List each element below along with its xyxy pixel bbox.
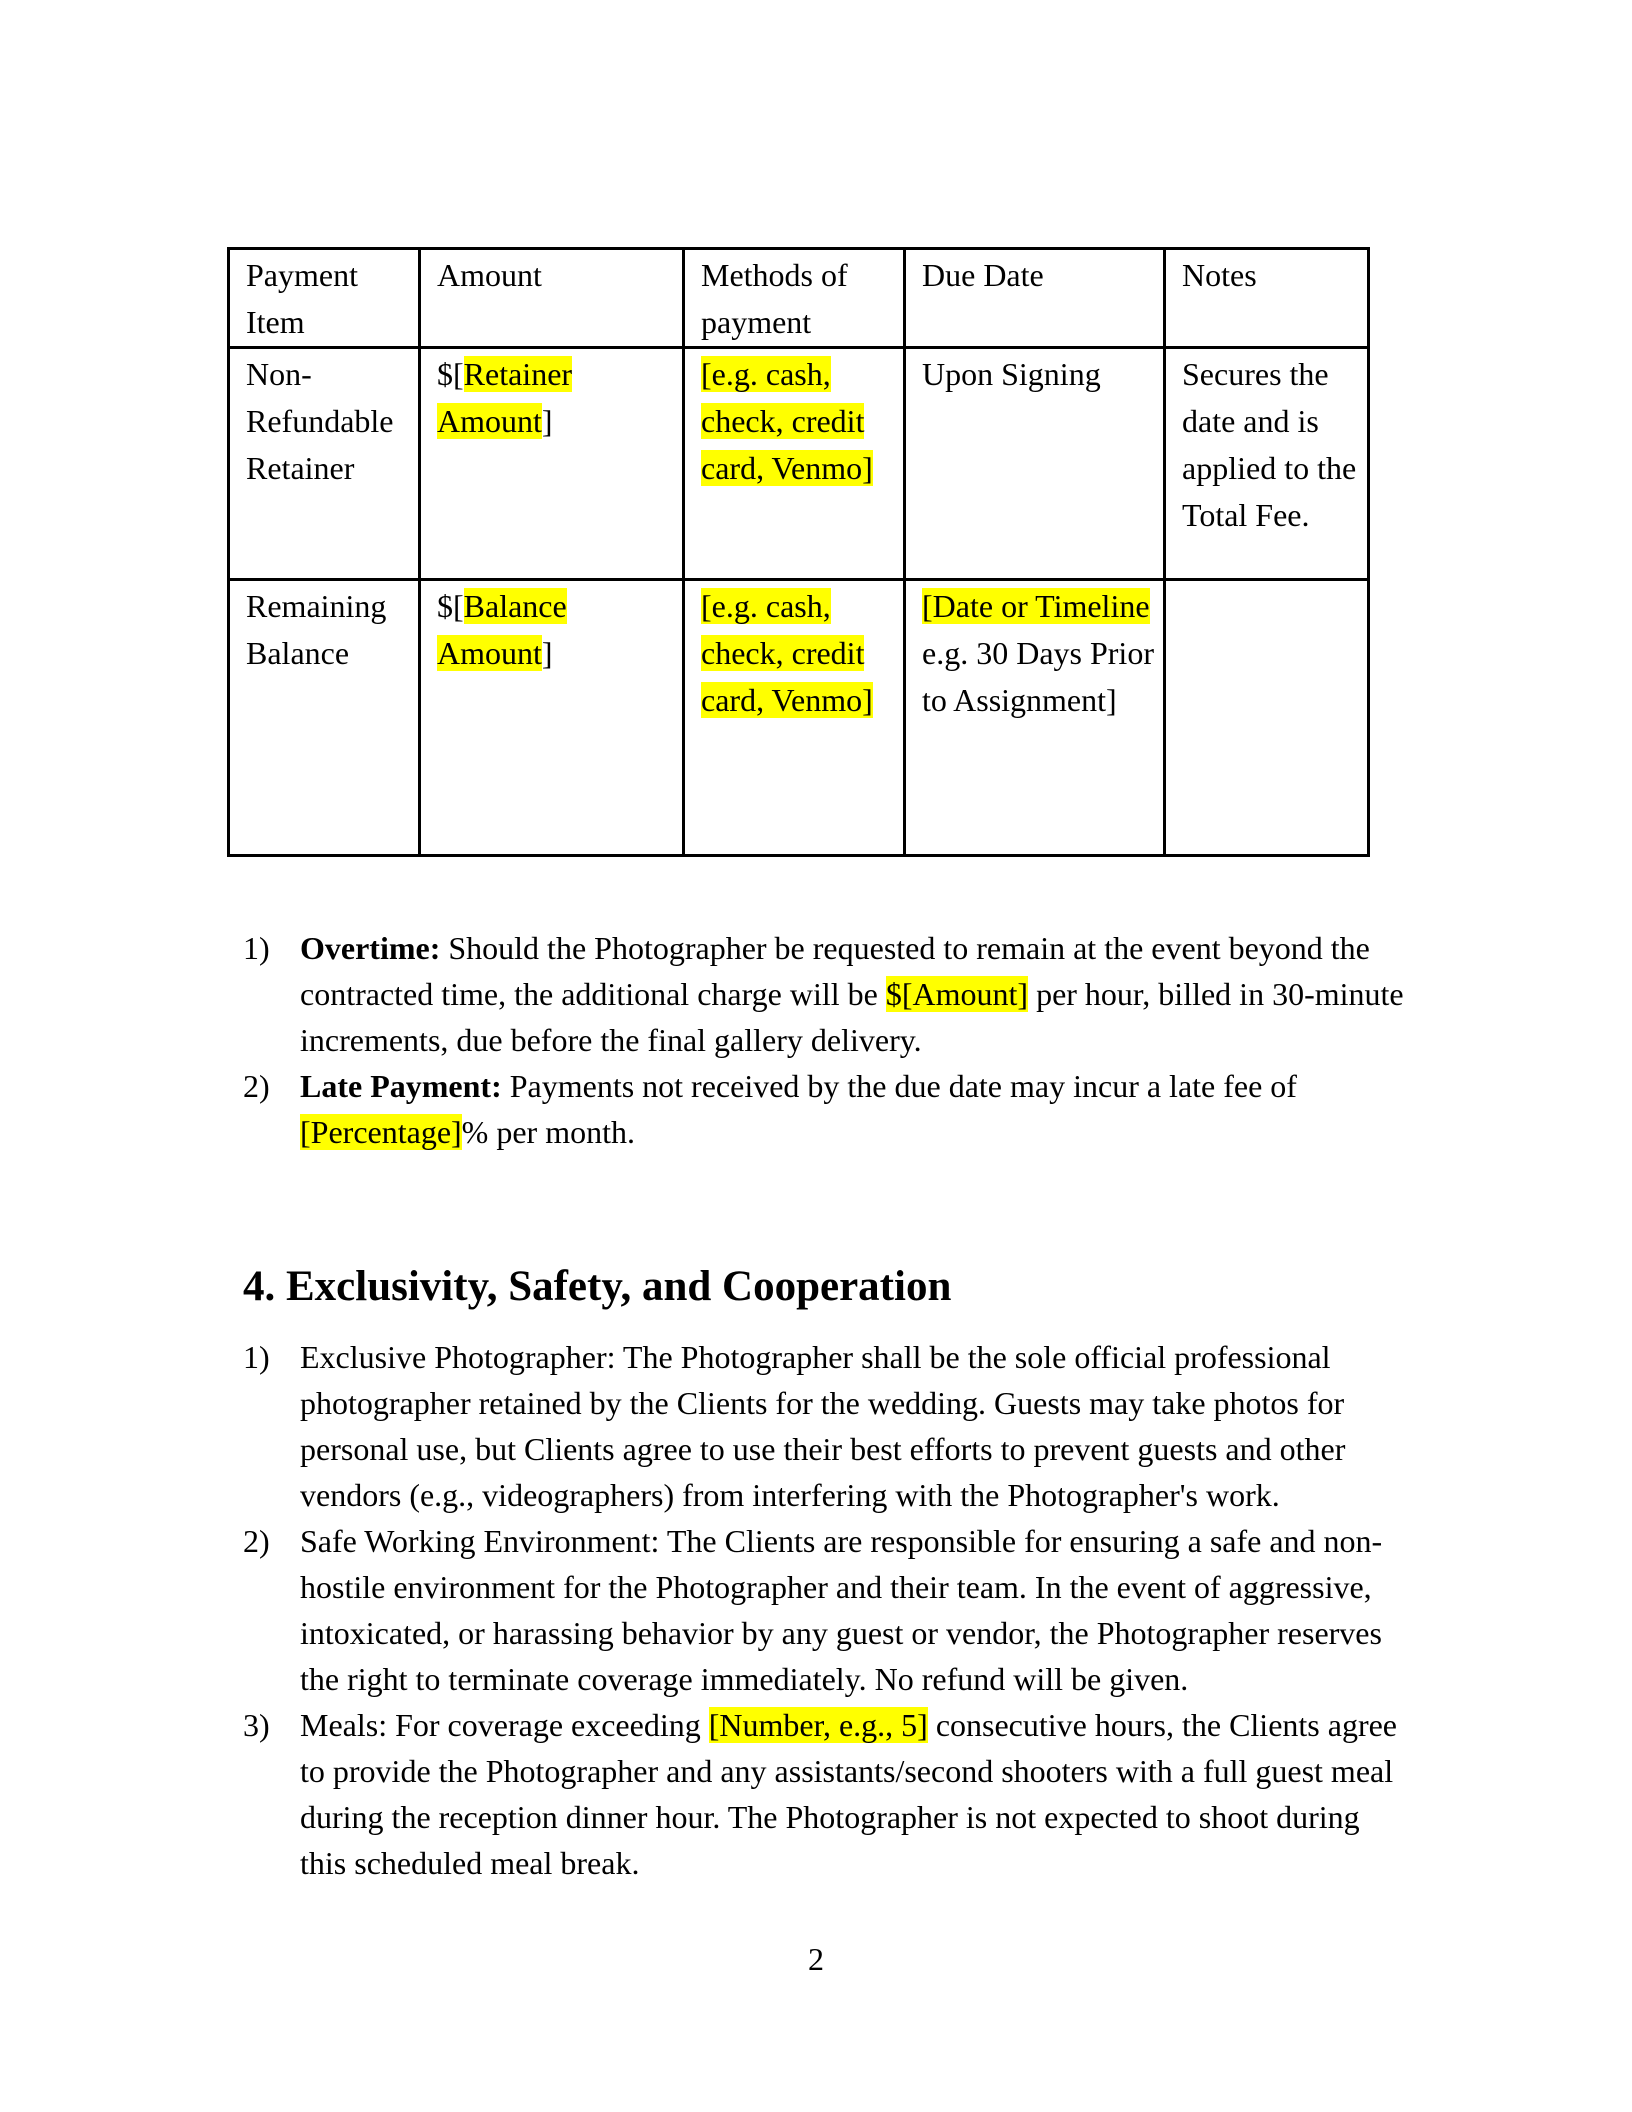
list-number: 3)	[243, 1707, 270, 1743]
cell-methods	[684, 348, 905, 580]
list-item-overtime	[243, 925, 1408, 1063]
highlight-meals-hours: [Number, e.g., 5]	[708, 1707, 928, 1743]
list-item-late-payment	[243, 1063, 1408, 1155]
highlight-retainer-amount: Retainer Amount	[437, 356, 573, 439]
payment-schedule-table	[227, 247, 1370, 857]
list-number: 2)	[243, 1523, 270, 1559]
header-payment-item: Payment Item	[229, 249, 420, 348]
cell-payment-item: Non-Refundable Retainer	[229, 348, 420, 580]
table-row	[229, 348, 1369, 580]
highlight-payment-methods: [e.g. cash, check, credit card, Venmo]	[701, 356, 873, 486]
list-item-meals	[243, 1702, 1408, 1886]
header-due-date: Due Date	[905, 249, 1165, 348]
cell-amount: $[Balance Amount]	[420, 580, 684, 856]
cell-due-date: Upon Signing	[905, 348, 1165, 580]
header-methods: Methods of payment	[684, 249, 905, 348]
header-amount: Amount	[420, 249, 684, 348]
list-number: 1)	[243, 1339, 270, 1375]
list-item-text: Late Payment: Payments not received by the due date may incur a late fee of [Percentage]% per month.	[300, 1068, 1297, 1150]
header-notes: Notes	[1165, 249, 1369, 348]
cell-due-date: [Date or Timeline e.g. 30 Days Prior to Assignment]	[905, 580, 1165, 856]
highlight-balance-amount: Balance Amount	[437, 588, 567, 671]
list-item-text: Meals: For coverage exceeding [Number, e.g., 5] consecutive hours, the Clients agree to provide the Photographer and any assistants/second shooters with a full guest meal during the reception dinner hour. The Photographer is not expected to shoot during this scheduled meal break.	[300, 1707, 1397, 1881]
cell-methods	[684, 580, 905, 856]
section-4-list	[243, 1334, 1408, 1886]
section-heading: 4. Exclusivity, Safety, and Cooperation	[243, 1263, 952, 1310]
cell-notes	[1165, 580, 1369, 856]
list-number: 2)	[243, 1068, 270, 1104]
cell-notes: Secures the date and is applied to the Total Fee.	[1165, 348, 1369, 580]
highlight-payment-methods: [e.g. cash, check, credit card, Venmo]	[701, 588, 873, 718]
list-item-text: Overtime: Should the Photographer be requested to remain at the event beyond the contracted time, the additional charge will be $[Amount] per hour, billed in 30-minute increments, due before the final gallery delivery.	[300, 930, 1404, 1058]
list-item-safe-working-environment	[243, 1518, 1408, 1702]
highlight-overtime-amount: $[Amount]	[885, 976, 1029, 1012]
table-header-row	[229, 249, 1369, 348]
list-item-text: Safe Working Environment: The Clients are responsible for ensuring a safe and non-hostile environment for the Photographer and their team. In the event of aggressive, intoxicated, or harassing behavior by any guest or vendor, the Photographer reserves the right to terminate coverage immediately. No refund will be given.	[300, 1523, 1383, 1697]
overtime-label: Overtime:	[300, 930, 441, 966]
list-item-exclusive-photographer	[243, 1334, 1408, 1518]
cell-payment-item: Remaining Balance	[229, 580, 420, 856]
table-row	[229, 580, 1369, 856]
cell-amount: $[Retainer Amount]	[420, 348, 684, 580]
list-item-text: Exclusive Photographer: The Photographer shall be the sole official professional photographer retained by the Clients for the wedding. Guests may take photos for personal use, but Clients agree to use their best efforts to prevent guests and other vendors (e.g., videographers) from interfering with the Photographer's work.	[300, 1339, 1346, 1513]
highlight-late-fee-percentage: [Percentage]	[300, 1114, 462, 1150]
payment-terms-list	[243, 925, 1408, 1155]
list-number: 1)	[243, 930, 270, 966]
late-payment-label: Late Payment:	[300, 1068, 502, 1104]
page-number: 2	[808, 1941, 824, 1977]
highlight-date-or-timeline: [Date or Timeline	[922, 588, 1150, 624]
